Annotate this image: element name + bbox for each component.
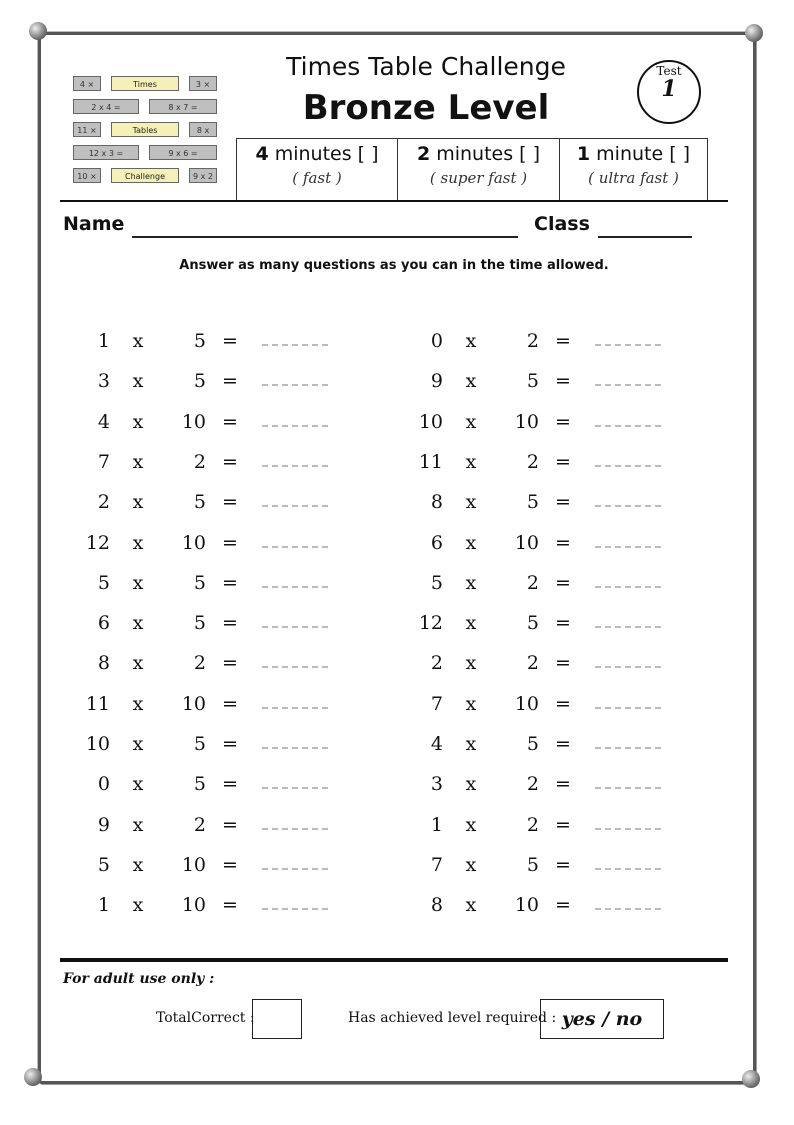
operand-b: 10: [181, 410, 206, 433]
question-row: [70, 854, 340, 884]
multiply-sign: x: [465, 450, 477, 473]
question-row: [70, 733, 340, 763]
equals-sign: =: [222, 773, 238, 796]
operand-b: 2: [193, 652, 206, 675]
operand-a: 11: [418, 450, 443, 473]
equals-sign: =: [555, 410, 571, 433]
logo-brick: Tables: [111, 122, 179, 137]
operand-b: 5: [193, 773, 206, 796]
multiply-sign: x: [465, 733, 477, 755]
operand-a: 1: [97, 330, 110, 352]
answer-blank[interactable]: [595, 828, 661, 830]
operand-a: 5: [97, 853, 110, 876]
multiply-sign: x: [132, 813, 144, 836]
question-row: [403, 532, 673, 562]
equals-sign: =: [222, 652, 238, 675]
operand-b: 10: [181, 692, 206, 715]
operand-a: 5: [97, 571, 110, 594]
answer-blank[interactable]: [262, 707, 328, 709]
equals-sign: =: [555, 612, 571, 635]
operand-a: 3: [430, 773, 443, 796]
multiply-sign: x: [132, 612, 144, 635]
multiply-sign: x: [132, 410, 144, 433]
logo-brick: 9 x 2: [189, 168, 217, 183]
operand-a: 4: [430, 733, 443, 755]
timer-option-4-minutes[interactable]: [236, 138, 398, 200]
operand-a: 12: [85, 531, 110, 554]
answer-blank[interactable]: [595, 908, 661, 910]
operand-a: 1: [430, 813, 443, 836]
achieved-level-label: Has achieved level required :: [348, 1010, 557, 1026]
operand-b: 5: [526, 733, 539, 755]
operand-b: 2: [526, 773, 539, 796]
operand-a: 10: [418, 410, 443, 433]
operand-a: 8: [430, 894, 443, 917]
question-row: [70, 532, 340, 562]
timer-unit: minute [ ]: [596, 143, 691, 165]
equals-sign: =: [222, 894, 238, 917]
multiply-sign: x: [132, 853, 144, 876]
answer-blank[interactable]: [262, 425, 328, 427]
question-row: [403, 693, 673, 723]
timer-option-1-minute[interactable]: [560, 138, 708, 200]
question-row: [70, 572, 340, 602]
operand-a: 1: [97, 894, 110, 917]
equals-sign: =: [222, 813, 238, 836]
operand-a: 7: [430, 692, 443, 715]
multiply-sign: x: [465, 531, 477, 554]
multiply-sign: x: [132, 491, 144, 514]
operand-b: 2: [193, 450, 206, 473]
operand-a: 6: [430, 531, 443, 554]
operand-b: 2: [526, 330, 539, 352]
equals-sign: =: [222, 370, 238, 393]
operand-b: 5: [526, 853, 539, 876]
logo-brick: 8 x 7 =: [149, 99, 217, 114]
question-row: [403, 854, 673, 884]
answer-blank[interactable]: [262, 546, 328, 548]
timer-label: [398, 143, 559, 165]
operand-a: 8: [97, 652, 110, 675]
answer-blank[interactable]: [595, 384, 661, 386]
pin-bottom-right: [742, 1070, 760, 1088]
timer-number: 1: [576, 143, 591, 165]
multiply-sign: x: [465, 773, 477, 796]
answer-blank[interactable]: [262, 908, 328, 910]
operand-a: 2: [97, 491, 110, 514]
operand-b: 2: [526, 450, 539, 473]
operand-a: 0: [97, 773, 110, 796]
yes-no-box[interactable]: yes / no: [540, 999, 664, 1039]
equals-sign: =: [222, 853, 238, 876]
operand-b: 5: [193, 491, 206, 514]
question-row: [403, 773, 673, 803]
operand-a: 0: [430, 330, 443, 352]
operand-b: 2: [193, 813, 206, 836]
multiply-sign: x: [465, 652, 477, 675]
question-row: [70, 411, 340, 441]
equals-sign: =: [222, 612, 238, 635]
equals-sign: =: [222, 410, 238, 433]
multiply-sign: x: [465, 370, 477, 393]
equals-sign: =: [222, 450, 238, 473]
timer-label: [560, 143, 707, 165]
timer-label: [237, 143, 397, 165]
answer-blank[interactable]: [262, 344, 328, 346]
operand-b: 2: [526, 571, 539, 594]
answer-blank[interactable]: [262, 465, 328, 467]
equals-sign: =: [555, 652, 571, 675]
timer-sublabel: ( fast ): [292, 169, 342, 187]
logo-brick: 9 x 6 =: [149, 145, 217, 160]
name-field[interactable]: [132, 236, 518, 238]
timer-unit: minutes [ ]: [436, 143, 541, 165]
answer-blank[interactable]: [595, 586, 661, 588]
equals-sign: =: [555, 330, 571, 352]
operand-a: 7: [430, 853, 443, 876]
total-correct-label: TotalCorrect :: [156, 1010, 255, 1026]
logo-brick: Challenge: [111, 168, 179, 183]
operand-b: 5: [193, 612, 206, 635]
question-row: [403, 451, 673, 481]
operand-a: 3: [97, 370, 110, 393]
logo-brick: Times: [111, 76, 179, 91]
answer-blank[interactable]: [262, 384, 328, 386]
question-row: [70, 370, 340, 400]
test-number: 1: [661, 76, 677, 102]
question-row: [403, 370, 673, 400]
multiply-sign: x: [132, 733, 144, 755]
logo-brick: 11 ×: [73, 122, 101, 137]
operand-b: 5: [193, 330, 206, 352]
operand-b: 10: [514, 531, 539, 554]
answer-blank[interactable]: [595, 666, 661, 668]
equals-sign: =: [222, 330, 238, 352]
equals-sign: =: [222, 531, 238, 554]
answer-blank[interactable]: [595, 425, 661, 427]
multiply-sign: x: [465, 330, 477, 352]
logo-brick: 3 ×: [189, 76, 217, 91]
multiply-sign: x: [465, 491, 477, 514]
operand-b: 5: [526, 370, 539, 393]
question-row: [403, 733, 673, 763]
operand-b: 10: [514, 894, 539, 917]
operand-b: 5: [193, 370, 206, 393]
answer-blank[interactable]: [262, 505, 328, 507]
challenge-logo: [73, 72, 217, 186]
logo-brick: 10 ×: [73, 168, 101, 183]
equals-sign: =: [555, 773, 571, 796]
question-row: [70, 693, 340, 723]
answer-blank[interactable]: [595, 707, 661, 709]
answer-blank[interactable]: [262, 787, 328, 789]
multiply-sign: x: [132, 571, 144, 594]
question-row: [70, 814, 340, 844]
operand-b: 5: [526, 612, 539, 635]
multiply-sign: x: [132, 894, 144, 917]
logo-brick: 4 ×: [73, 76, 101, 91]
question-row: [403, 612, 673, 642]
answer-blank[interactable]: [595, 747, 661, 749]
operand-b: 2: [526, 813, 539, 836]
answer-blank[interactable]: [262, 868, 328, 870]
equals-sign: =: [555, 894, 571, 917]
answer-blank[interactable]: [262, 747, 328, 749]
equals-sign: =: [555, 692, 571, 715]
adult-use-label: For adult use only :: [63, 971, 215, 987]
multiply-sign: x: [465, 612, 477, 635]
answer-blank[interactable]: [595, 465, 661, 467]
answer-blank[interactable]: [595, 505, 661, 507]
operand-a: 5: [430, 571, 443, 594]
operand-b: 10: [514, 692, 539, 715]
answer-blank[interactable]: [262, 586, 328, 588]
equals-sign: =: [555, 853, 571, 876]
total-correct-box[interactable]: [252, 999, 302, 1039]
operand-a: 7: [97, 450, 110, 473]
operand-a: 4: [97, 410, 110, 433]
question-row: [70, 491, 340, 521]
class-label: Class: [534, 213, 590, 235]
pin-top-left: [29, 22, 47, 40]
answer-blank[interactable]: [262, 666, 328, 668]
equals-sign: =: [555, 813, 571, 836]
multiply-sign: x: [465, 410, 477, 433]
multiply-sign: x: [132, 450, 144, 473]
multiply-sign: x: [465, 571, 477, 594]
class-field[interactable]: [598, 236, 692, 238]
question-row: [403, 411, 673, 441]
answer-blank[interactable]: [595, 868, 661, 870]
logo-brick: 12 x 3 =: [73, 145, 139, 160]
multiply-sign: x: [465, 692, 477, 715]
operand-a: 11: [85, 692, 110, 715]
equals-sign: =: [222, 692, 238, 715]
answer-blank[interactable]: [595, 787, 661, 789]
operand-a: 10: [85, 733, 110, 755]
test-number-badge: [637, 60, 701, 124]
timer-option-2-minutes[interactable]: [398, 138, 560, 200]
logo-brick: 8 x: [189, 122, 217, 137]
footer-divider: [60, 958, 728, 962]
equals-sign: =: [555, 531, 571, 554]
operand-b: 5: [526, 491, 539, 514]
multiply-sign: x: [132, 531, 144, 554]
pin-bottom-left: [24, 1068, 42, 1086]
equals-sign: =: [222, 571, 238, 594]
question-row: [403, 814, 673, 844]
multiply-sign: x: [132, 652, 144, 675]
timer-sublabel: ( super fast ): [429, 169, 528, 187]
equals-sign: =: [555, 491, 571, 514]
operand-b: 5: [193, 571, 206, 594]
operand-a: 9: [430, 370, 443, 393]
question-row: [403, 572, 673, 602]
multiply-sign: x: [465, 894, 477, 917]
answer-blank[interactable]: [262, 626, 328, 628]
multiply-sign: x: [132, 330, 144, 352]
instructions: Answer as many questions as you can in the time allowed.: [179, 258, 609, 273]
header-divider: [60, 200, 728, 202]
question-row: [403, 330, 673, 360]
operand-a: 6: [97, 612, 110, 635]
operand-b: 2: [526, 652, 539, 675]
timer-number: 2: [416, 143, 431, 165]
test-label: Test: [656, 64, 682, 78]
multiply-sign: x: [132, 692, 144, 715]
answer-blank[interactable]: [262, 828, 328, 830]
operand-b: 10: [181, 894, 206, 917]
name-label: Name: [63, 213, 125, 235]
timer-number: 4: [255, 143, 269, 165]
question-row: [403, 894, 673, 924]
logo-brick: 2 x 4 =: [73, 99, 139, 114]
multiply-sign: x: [465, 813, 477, 836]
pin-top-right: [745, 24, 763, 42]
answer-blank[interactable]: [595, 546, 661, 548]
timer-unit: minutes [ ]: [274, 143, 379, 165]
question-row: [70, 451, 340, 481]
equals-sign: =: [222, 491, 238, 514]
question-row: [70, 652, 340, 682]
multiply-sign: x: [132, 773, 144, 796]
question-row: [70, 330, 340, 360]
answer-blank[interactable]: [595, 626, 661, 628]
question-row: [70, 773, 340, 803]
title-top: Times Table Challenge: [286, 52, 566, 81]
operand-a: 9: [97, 813, 110, 836]
equals-sign: =: [555, 450, 571, 473]
question-row: [403, 491, 673, 521]
multiply-sign: x: [465, 853, 477, 876]
question-row: [403, 652, 673, 682]
operand-b: 10: [181, 853, 206, 876]
operand-a: 2: [430, 652, 443, 675]
page-title: Bronze Level: [302, 88, 550, 128]
operand-a: 12: [418, 612, 443, 635]
timer-sublabel: ( ultra fast ): [588, 169, 679, 187]
operand-b: 10: [181, 531, 206, 554]
answer-blank[interactable]: [595, 344, 661, 346]
equals-sign: =: [555, 370, 571, 393]
equals-sign: =: [555, 733, 571, 755]
multiply-sign: x: [132, 370, 144, 393]
equals-sign: =: [555, 571, 571, 594]
question-row: [70, 612, 340, 642]
operand-b: 10: [514, 410, 539, 433]
equals-sign: =: [222, 733, 238, 755]
operand-a: 8: [430, 491, 443, 514]
operand-b: 5: [193, 733, 206, 755]
question-row: [70, 894, 340, 924]
